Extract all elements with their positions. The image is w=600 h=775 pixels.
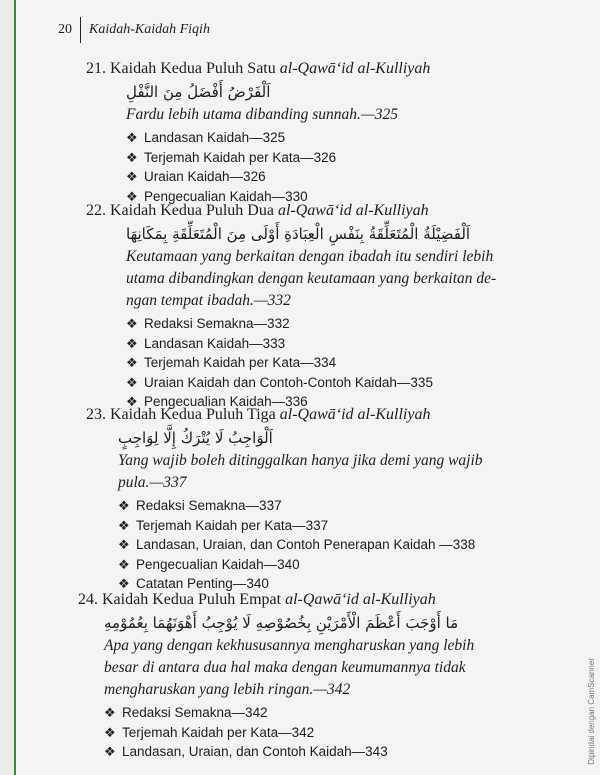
bullet-icon: ❖ (118, 517, 130, 533)
list-item-text: Landasan Kaidah—333 (144, 335, 286, 351)
entry-title (86, 200, 566, 222)
bullet-icon: ❖ (104, 724, 116, 740)
list-item-text: Redaksi Semakna—342 (122, 705, 268, 720)
list-item-text: Uraian Kaidah—326 (144, 169, 266, 184)
list-item-text: Landasan, Uraian, dan Contoh Kaidah—343 (122, 744, 388, 759)
entry-23 (86, 404, 566, 594)
entry-title-prefix: Kaidah Kedua Puluh Dua (110, 202, 274, 219)
arabic-rule: مَا أَوْجَبَ أَعْظَمَ الْأَمْرَيْنِ بِخُصُوْصِهِ لَا يُوْجِبُ أَهْوَنَهُمَا بِعُمُوْمِهِ (104, 614, 459, 632)
list-item-text: Landasan, Uraian, dan Contoh Penerapan Kaidah —338 (136, 537, 476, 552)
list-item (104, 723, 578, 743)
entry-24 (78, 589, 578, 762)
list-item (126, 148, 566, 168)
topic-list (126, 314, 566, 412)
list-item (126, 128, 566, 148)
list-item-text: Landasan Kaidah—325 (144, 130, 286, 145)
translation-line: mengharuskan yang lebih ringan.—342 (104, 681, 351, 698)
page-header (58, 17, 210, 43)
bullet-icon: ❖ (126, 188, 138, 204)
arabic-rule: اَلْوَاجِبُ لَا يُتْرَكُ إِلَّا لِوَاجِبٍ (118, 429, 273, 447)
list-item (126, 314, 566, 334)
bullet-icon: ❖ (104, 705, 116, 720)
translation-line: besar di antara dua hal maka dengan keumumannya tidak (104, 659, 466, 676)
bullet-icon: ❖ (126, 335, 138, 351)
list-item-text: Pengecualian Kaidah—336 (144, 394, 308, 409)
translation (126, 246, 566, 312)
bullet-icon: ❖ (118, 576, 130, 591)
scanner-watermark: Dipindai dengan CamScanner (587, 658, 596, 765)
bullet-icon: ❖ (126, 130, 138, 145)
page-number: 20 (58, 22, 72, 37)
entry-22 (86, 200, 566, 412)
entry-title-prefix: Kaidah Kedua Puluh Tiga (110, 406, 276, 423)
bullet-icon: ❖ (126, 355, 138, 370)
entry-title-term: al-Qawā‘id al-Kulliyah (279, 60, 431, 77)
translation-line: Keutamaan yang berkaitan dengan ibadah itu sendiri lebih (126, 248, 494, 265)
entry-title-prefix: Kaidah Kedua Puluh Empat (102, 591, 282, 608)
list-item-text: Redaksi Semakna—332 (144, 316, 290, 331)
entry-number: 21. (86, 60, 106, 77)
topic-list (104, 703, 578, 762)
running-title: Kaidah-Kaidah Fiqih (89, 22, 210, 37)
bullet-icon: ❖ (118, 498, 130, 513)
list-item-text: Catatan Penting—340 (136, 576, 269, 591)
entry-21 (86, 58, 566, 206)
bullet-icon: ❖ (104, 744, 116, 759)
translation-line: Apa yang dengan kekhususannya mengharuskan yang lebih (104, 637, 475, 654)
list-item-text: Redaksi Semakna—337 (136, 498, 282, 513)
bullet-icon: ❖ (126, 374, 138, 390)
bullet-icon: ❖ (126, 394, 138, 409)
translation-line: ngan tempat ibadah.—332 (126, 292, 291, 309)
translation-line: pula.—337 (118, 474, 187, 491)
entry-title (78, 589, 578, 611)
bullet-icon: ❖ (118, 537, 130, 552)
bullet-icon: ❖ (126, 316, 138, 331)
list-item (126, 353, 566, 373)
bullet-icon: ❖ (126, 149, 138, 165)
entry-title-prefix: Kaidah Kedua Puluh Satu (110, 60, 276, 77)
list-item (118, 555, 566, 575)
translation-line: Fardu lebih utama dibanding sunnah.—325 (126, 106, 398, 123)
entry-title-term: al-Qawā‘id al-Kulliyah (277, 202, 429, 219)
list-item (126, 334, 566, 354)
translation (118, 450, 566, 494)
translation-line: utama dibandingkan dengan keutamaan yang berkaitan de- (126, 270, 497, 287)
entry-number: 22. (86, 202, 106, 219)
entry-title-term: al-Qawā‘id al-Kulliyah (279, 406, 431, 423)
list-item-text: Pengecualian Kaidah—330 (144, 188, 308, 204)
list-item-text: Terjemah Kaidah per Kata—342 (122, 724, 315, 740)
list-item-text: Terjemah Kaidah per Kata—334 (144, 355, 337, 370)
list-item (118, 496, 566, 516)
entry-number: 23. (86, 406, 106, 423)
translation (104, 635, 578, 701)
list-item-text: Pengecualian Kaidah—340 (136, 556, 300, 572)
arabic-rule: اَلْفَرْضُ أَفْضَلُ مِنَ النَّفْلِ (126, 83, 271, 101)
translation-line: Yang wajib boleh ditinggalkan hanya jika demi yang wajib (118, 452, 483, 469)
list-item (118, 535, 566, 555)
book-page (14, 0, 600, 775)
topic-list (118, 496, 566, 594)
list-item (104, 742, 578, 762)
entry-title-term: al-Qawā‘id al-Kulliyah (285, 591, 436, 608)
list-item (118, 516, 566, 536)
bullet-icon: ❖ (118, 556, 130, 572)
list-item-text: Terjemah Kaidah per Kata—337 (136, 517, 329, 533)
list-item-text: Terjemah Kaidah per Kata—326 (144, 149, 337, 165)
list-item (126, 373, 566, 393)
entry-title (86, 58, 566, 80)
list-item-text: Uraian Kaidah dan Contoh-Contoh Kaidah—335 (144, 374, 433, 390)
translation (126, 104, 566, 126)
header-divider (80, 17, 81, 43)
entry-title (86, 404, 566, 426)
entry-number: 24. (78, 591, 98, 608)
arabic-rule: اَلْفَضِيْلَةُ الْمُتَعَلِّقَةُ بِنَفْسِ الْعِبَادَةِ أَوْلَى مِنَ الْمُتَعَلِّقَةِ بِمَكَانِهَا (126, 225, 471, 243)
bullet-icon: ❖ (126, 169, 138, 184)
list-item (104, 703, 578, 723)
topic-list (126, 128, 566, 206)
list-item (126, 167, 566, 187)
